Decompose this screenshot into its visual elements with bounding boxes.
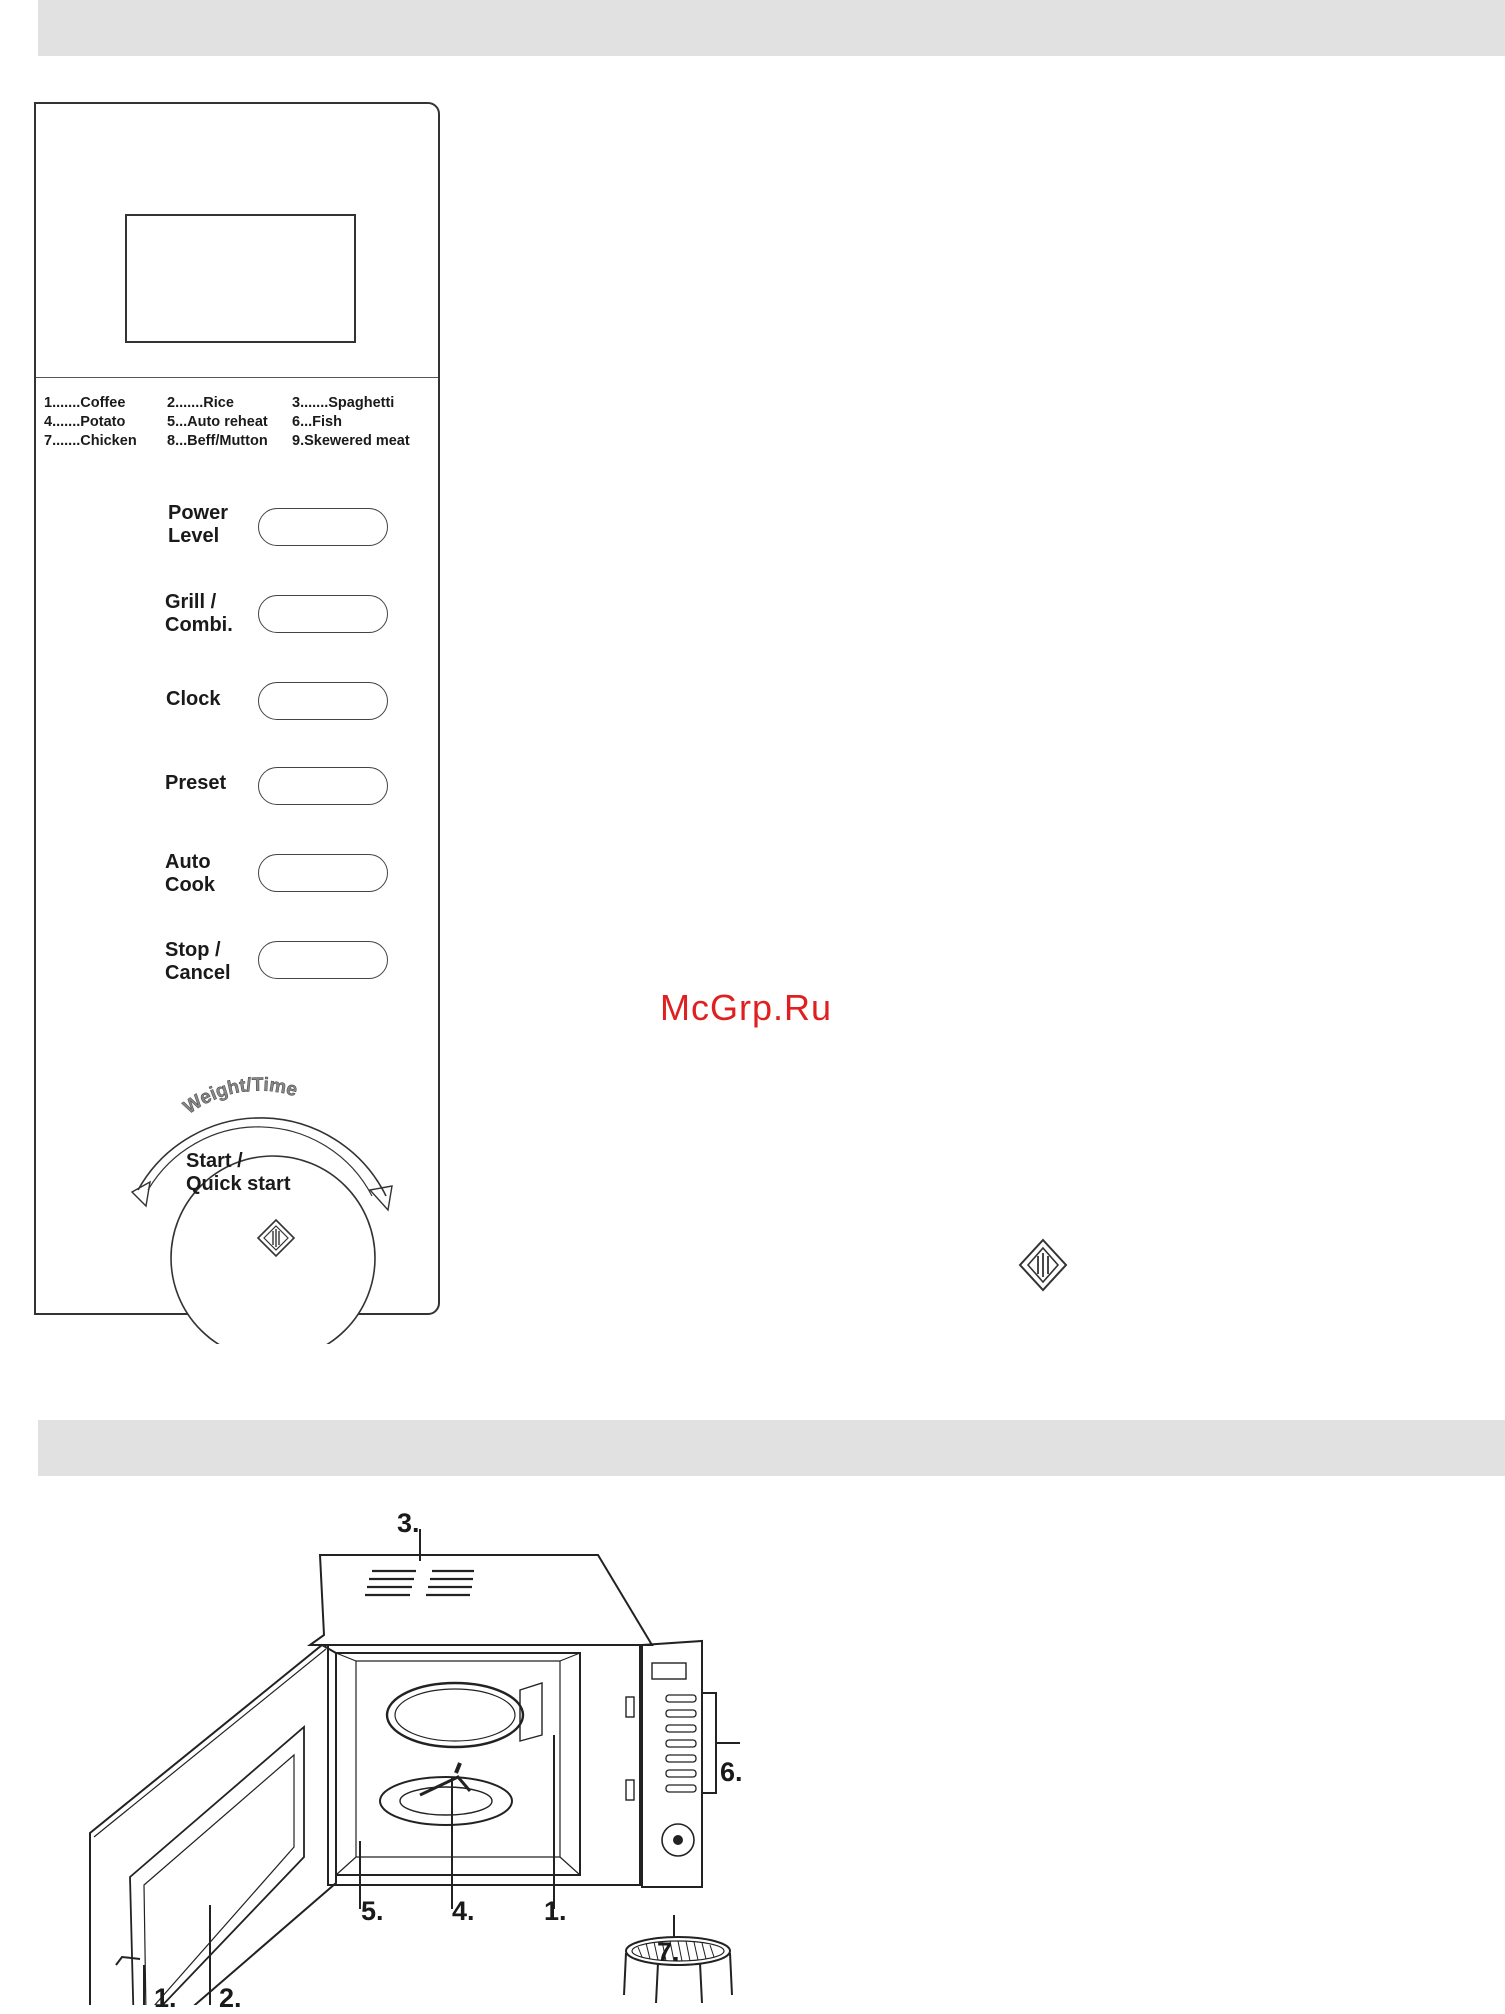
section-header-bar-top: [38, 0, 1505, 56]
clock-label: Clock: [166, 688, 221, 710]
auto-cook-row: [36, 848, 442, 900]
auto-menu-item: 4.......Potato: [44, 414, 126, 430]
power-level-button[interactable]: [258, 508, 388, 546]
auto-menu-item: 3.......Spaghetti: [292, 395, 395, 411]
panel-divider: [36, 377, 438, 378]
callout-2: 2.: [219, 1983, 242, 2013]
callout-4: 4.: [452, 1896, 475, 1926]
auto-menu-item: 7.......Chicken: [44, 433, 137, 449]
auto-menu-item: 2.......Rice: [167, 395, 234, 411]
preset-row: [36, 761, 442, 813]
oven-top: [310, 1555, 652, 1645]
auto-menu-list: [44, 394, 436, 450]
control-panel: [34, 102, 440, 1315]
start-quick-start-label: Start / Quick start: [186, 1150, 291, 1195]
stop-cancel-label: Stop / Cancel: [165, 939, 231, 984]
dial-arrow-right-icon: [370, 1186, 392, 1210]
auto-menu-item: 5...Auto reheat: [167, 414, 268, 430]
grill-combi-button[interactable]: [258, 595, 388, 633]
clock-row: [36, 676, 442, 728]
callout-1-cavity: 1.: [544, 1896, 567, 1926]
oven-illustration: [60, 1495, 760, 2005]
callout-5: 5.: [361, 1896, 384, 1926]
callout-6: 6.: [720, 1757, 743, 1787]
auto-cook-button[interactable]: [258, 854, 388, 892]
glass-tray: [387, 1683, 523, 1747]
callout-7: 7.: [657, 1937, 680, 1967]
power-level-label: Power Level: [168, 502, 229, 547]
start-symbol-icon: [1018, 1238, 1068, 1292]
grill-combi-row: [36, 589, 442, 641]
display-window: [125, 214, 356, 343]
auto-menu-item: 6...Fish: [292, 414, 342, 430]
callout-1-door: 1.: [154, 1983, 177, 2013]
control-column: [642, 1641, 702, 1887]
auto-cook-label: Auto Cook: [165, 851, 215, 896]
watermark: McGrp.Ru: [660, 987, 833, 1028]
clock-button[interactable]: [258, 682, 388, 720]
dial-arc-label: Weight/Time: [179, 1074, 300, 1119]
grill-combi-label: Grill / Combi.: [165, 591, 233, 636]
oven-front: [328, 1645, 640, 1885]
top-vents: [365, 1571, 474, 1595]
auto-menu-item: 1.......Coffee: [44, 395, 126, 411]
auto-menu-item: 9.Skewered meat: [292, 433, 410, 449]
section-header-bar-bottom: [38, 1420, 1505, 1476]
preset-button[interactable]: [258, 767, 388, 805]
power-level-row: [36, 502, 442, 554]
preset-label: Preset: [165, 772, 227, 794]
callout-3: 3.: [397, 1508, 420, 1538]
auto-menu-item: 8...Beff/Mutton: [167, 433, 268, 449]
